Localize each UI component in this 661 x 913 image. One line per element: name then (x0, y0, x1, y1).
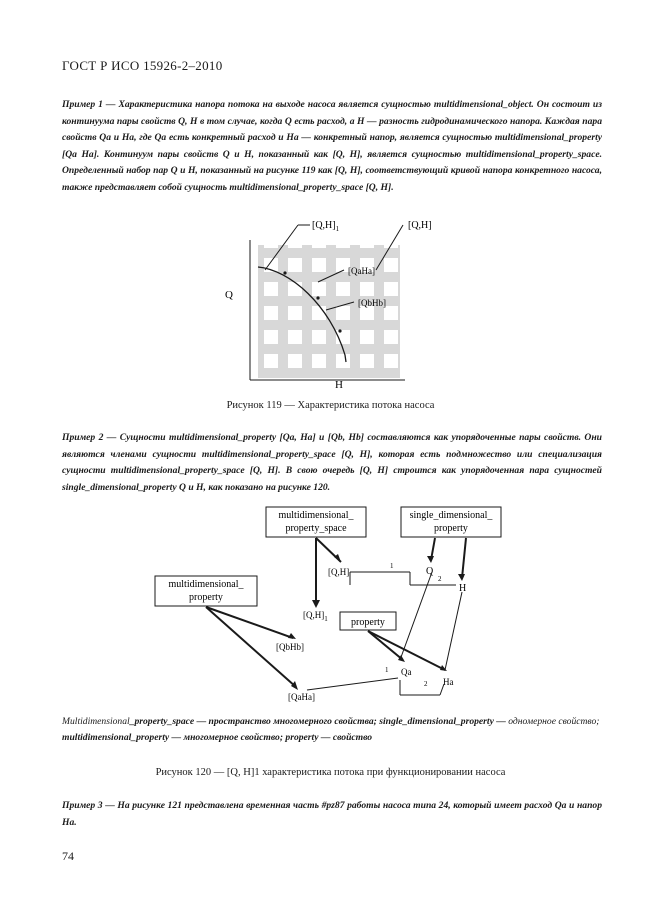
box-sdp-line1: single_dimensional_ (409, 510, 493, 521)
example-3-paragraph: Пример 3 — На рисунке 121 представлена временная часть #pz87 работы насоса типа 24, который имеет расход Qa и напор Ha. (62, 800, 602, 828)
edge-label-2a: 2 (438, 575, 442, 583)
instance-arrows (206, 538, 466, 687)
axis-label-h: H (335, 379, 343, 391)
figure-120 (0, 500, 661, 715)
thin-lines (307, 572, 462, 695)
example-2-paragraph: Пример 2 — Сущности multidimensional_property [Qa, Ha] и [Qb, Hb] составляются как упорядоченные пары свойств. Они являются членами сущности multidimensional_property_space [Q, H], которая есть подмножество или специализация сущности multidimensional_property_space [Q, H]. В свою очередь [Q, H] строится как упорядоченная пара сущностей single_dimensional_property Q и H, как показано на рисунке 120. (62, 432, 602, 493)
edge-label-2b: 2 (424, 680, 428, 688)
box-mps-line1: multidimensional_ (278, 510, 354, 521)
node-h: H (459, 583, 467, 594)
page-number: 74 (62, 849, 74, 863)
node-qh: [Q,H] (328, 567, 350, 577)
curve-point (283, 271, 286, 274)
node-q: Q (426, 566, 434, 577)
box-mps-line2: property_space (285, 523, 347, 534)
curve-point (338, 329, 341, 332)
edge-label-1a: 1 (390, 562, 394, 570)
node-qh1: $[Q,H]_1$ (303, 610, 328, 623)
figure-120-caption: Рисунок 120 — [Q, H]1 характеристика потока при функционировании насоса (155, 767, 506, 778)
example-1-paragraph: Пример 1 — Характеристика напора потока на выходе насоса является сущностью multidimensional_object. Он состоит из континуума пары свойств Q, H в том случае, когда Q есть расход, а H — разность гидродинамического напора. Каждая пара свойств Qa и Ha, где Qa есть конкретный расход и Ha — конкретный напор, является сущностью multidimensional_property [Qa Ha]. Континуум пары свойств Q и H, показанный как [Q, H], является сущностью multidimensional_property_space. Определенный набор пар Q и H, показанный на рисунке 119 как [Q, H], соответствующий кривой напора конкретного насоса, также представляет собой сущность multidimensional_property_space [Q, H]. (62, 99, 602, 193)
node-ha: Ha (443, 677, 454, 687)
label-qh: [Q,H] (408, 220, 432, 231)
figure-119-caption: Рисунок 119 — Характеристика потока насоса (226, 400, 435, 411)
node-qa: Qa (401, 667, 412, 677)
figure-119 (0, 210, 661, 410)
document-header: ГОСТ Р ИСО 15926-2–2010 (62, 58, 223, 73)
axis-label-q: Q (225, 289, 233, 301)
box-mp-line1: multidimensional_ (168, 579, 244, 590)
label-qbhb: [QbHb] (358, 298, 386, 308)
curve-point (316, 296, 319, 299)
node-qaha: [QaHa] (288, 692, 315, 702)
box-property-label: property (351, 617, 385, 628)
node-qbhb: [QbHb] (276, 642, 304, 652)
edge-label-1b: 1 (385, 666, 389, 674)
box-sdp-line2: property (434, 523, 468, 534)
box-mp-line2: property (189, 592, 223, 603)
label-qaha: [QaHa] (348, 266, 375, 276)
label-qh1: $[Q,H]_1$ (312, 220, 340, 233)
figure-120-legend: Multidimensional_property_space — пространство многомерного свойства; single_dimensional_property — одномерное свойство; multidimensional_property — многомерное свойство; property — свойство (62, 716, 600, 743)
